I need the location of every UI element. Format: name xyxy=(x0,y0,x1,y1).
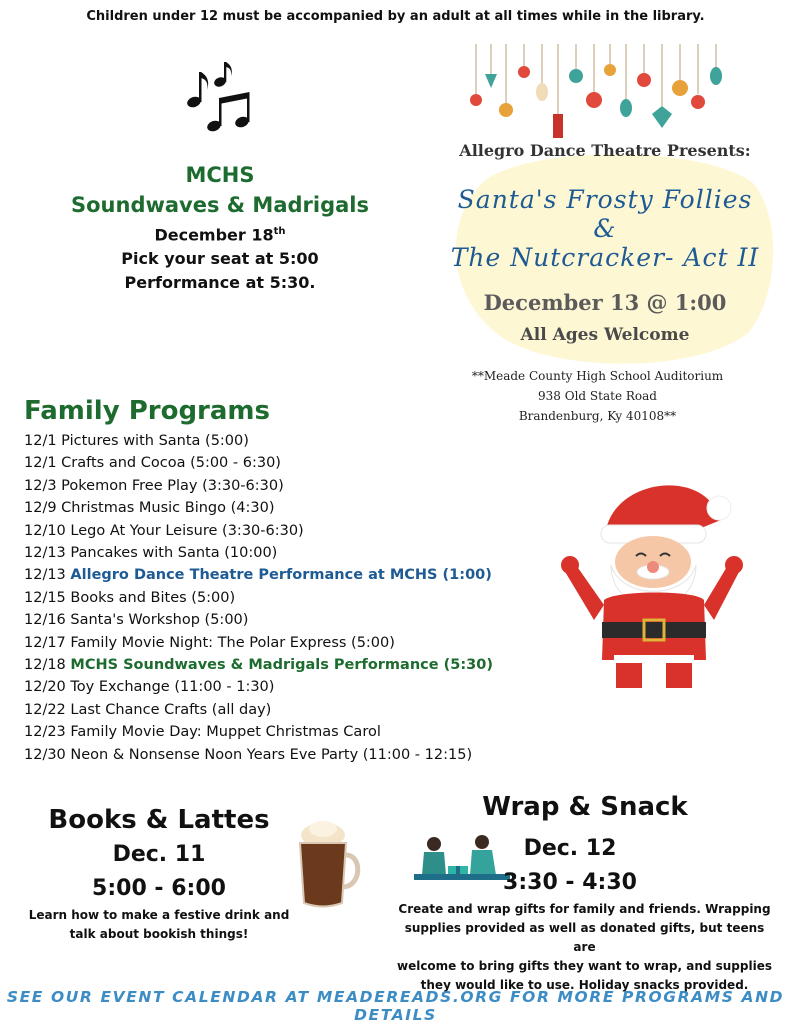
program-date: 12/10 xyxy=(24,522,66,539)
family-program-item xyxy=(24,609,493,631)
family-program-item xyxy=(24,564,493,586)
program-date: 12/9 xyxy=(24,500,57,517)
program-text: Crafts and Cocoa (5:00 - 6:30) xyxy=(61,455,281,472)
books-lattes-date: Dec. 11 xyxy=(112,842,206,867)
allegro-venue: **Meade County High School Auditorium 938 Old State Road Brandenburg, Ky 40108** xyxy=(471,369,724,423)
family-program-item xyxy=(24,542,493,564)
footer-calendar-link[interactable]: SEE OUR EVENT CALENDAR AT MEADEREADS.ORG FOR MORE PROGRAMS AND DETAILS xyxy=(6,988,785,1024)
program-text: Christmas Music Bingo (4:30) xyxy=(61,500,275,517)
notice-text: Children under 12 must be accompanied by an adult at all times while in the library. xyxy=(86,9,705,24)
program-text: Allegro Dance Theatre Performance at MCHS (1:00) xyxy=(70,567,492,584)
mchs-title-line1: MCHS xyxy=(185,163,255,187)
show-title-1: Santa's Frosty Follies xyxy=(457,185,753,214)
program-text: Family Movie Day: Muppet Christmas Carol xyxy=(70,724,381,741)
books-lattes-desc: Learn how to make a festive drink and talk about bookish things! xyxy=(28,908,290,941)
program-date: 12/13 xyxy=(24,567,66,584)
program-text: Pokemon Free Play (3:30-6:30) xyxy=(61,477,284,494)
family-program-item xyxy=(24,654,493,676)
program-date: 12/30 xyxy=(24,746,66,763)
show-title-2: The Nutcracker- Act II xyxy=(450,243,760,272)
family-program-item xyxy=(24,520,493,542)
program-text: Lego At Your Leisure (3:30-6:30) xyxy=(70,522,304,539)
mchs-date: December 18th xyxy=(154,225,286,245)
mchs-performance: Performance at 5:30. xyxy=(124,273,316,293)
mchs-title-line2: Soundwaves & Madrigals xyxy=(71,193,369,217)
family-program-item xyxy=(24,676,493,698)
family-program-item xyxy=(24,744,493,766)
program-text: Pictures with Santa (5:00) xyxy=(61,433,249,449)
program-date: 12/20 xyxy=(24,679,66,696)
family-program-item xyxy=(24,430,493,452)
program-date: 12/18 xyxy=(24,657,66,674)
program-text: Pancakes with Santa (10:00) xyxy=(70,545,278,562)
books-lattes-time: 5:00 - 6:00 xyxy=(92,876,226,901)
wrap-snack-time: 3:30 - 4:30 xyxy=(503,870,637,895)
books-lattes-event xyxy=(24,802,294,944)
program-text: MCHS Soundwaves & Madrigals Performance (5:30) xyxy=(70,657,493,674)
allegro-date: December 13 @ 1:00 xyxy=(483,290,727,315)
program-text: Books and Bites (5:00) xyxy=(70,589,236,606)
family-program-item xyxy=(24,497,493,519)
santa-icon xyxy=(556,470,746,700)
program-text: Toy Exchange (11:00 - 1:30) xyxy=(70,679,275,696)
ornaments-icon xyxy=(466,44,736,144)
program-date: 12/23 xyxy=(24,724,66,741)
show-ampersand: & xyxy=(593,214,617,243)
wrap-snack-desc: Create and wrap gifts for family and friends. Wrapping supplies provided as well as donated gifts, but teens are welcome to bring gifts they want to wrap, and supplies they would like to use. Holiday snacks provided. xyxy=(396,902,772,992)
program-date: 12/13 xyxy=(24,545,66,562)
program-date: 12/17 xyxy=(24,634,66,651)
program-text: Santa's Workshop (5:00) xyxy=(70,612,249,629)
family-program-item xyxy=(24,632,493,654)
program-text: Neon & Nonsense Noon Years Eve Party (11:00 - 12:15) xyxy=(70,746,473,763)
mchs-event xyxy=(40,160,400,295)
mchs-seat: Pick your seat at 5:00 xyxy=(121,249,319,269)
family-program-item xyxy=(24,452,493,474)
music-notes-icon xyxy=(180,58,260,138)
family-program-item xyxy=(24,721,493,743)
program-date: 12/1 xyxy=(24,433,57,449)
family-programs-list xyxy=(24,430,493,766)
family-programs-title: Family Programs xyxy=(24,396,270,426)
program-text: Family Movie Night: The Polar Express (5:00) xyxy=(70,634,395,651)
program-date: 12/1 xyxy=(24,455,57,472)
family-program-item xyxy=(24,475,493,497)
program-text: Last Chance Crafts (all day) xyxy=(70,701,272,718)
program-date: 12/16 xyxy=(24,612,66,629)
family-program-item xyxy=(24,699,493,721)
allegro-ages: All Ages Welcome xyxy=(520,325,690,345)
program-date: 12/22 xyxy=(24,701,66,718)
program-date: 12/3 xyxy=(24,477,57,494)
wrap-snack-date: Dec. 12 xyxy=(523,836,617,861)
program-date: 12/15 xyxy=(24,589,66,606)
wrap-snack-details xyxy=(480,832,660,900)
cocoa-mug-icon xyxy=(290,815,365,910)
family-program-item xyxy=(24,587,493,609)
wrap-snack-title: Wrap & Snack xyxy=(482,792,688,822)
allegro-presents: Allegro Dance Theatre Presents: xyxy=(459,141,751,160)
books-lattes-title: Books & Lattes xyxy=(48,805,270,835)
